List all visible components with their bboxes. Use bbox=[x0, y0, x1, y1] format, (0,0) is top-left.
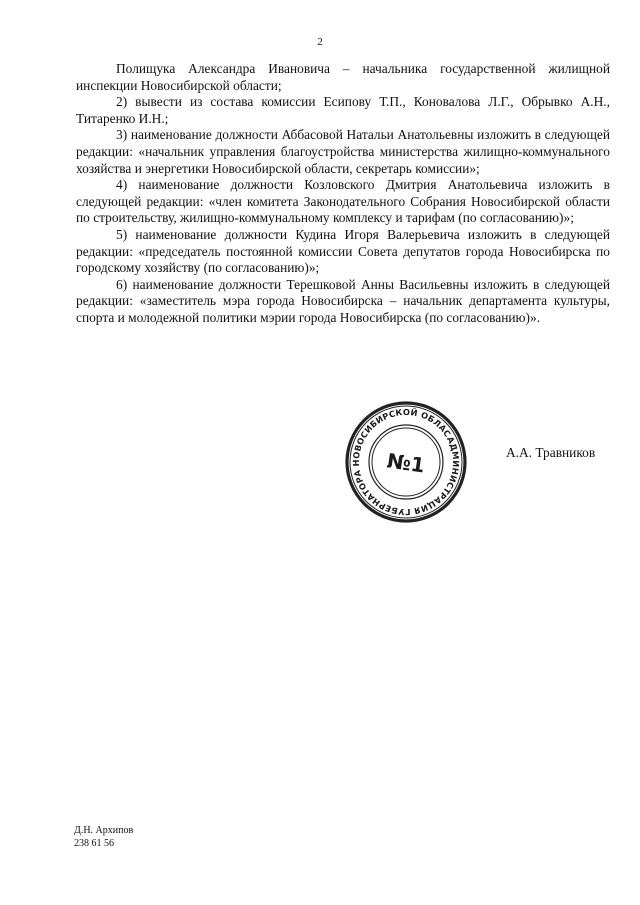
paragraph: Полищука Александра Ивановича – начальника государственной жилищной инспекции Новосибирской области; bbox=[76, 61, 610, 93]
paragraph: 3) наименование должности Аббасовой Натальи Анатольевны изложить в следующей редакции: «начальник управления благоустройства министерства жилищно-коммунального хозяйства и энергетики Новосибирской области, секретарь комиссии»; bbox=[76, 127, 610, 176]
executor-name: Д.Н. Архипов bbox=[74, 825, 134, 836]
seal-graphic bbox=[344, 400, 468, 524]
seal-number: №1 bbox=[385, 448, 427, 478]
page-number: 2 bbox=[317, 36, 323, 48]
paragraph: 2) вывести из состава комиссии Есипову Т.П., Коновалова Л.Г., Обрывко А.Н., Титаренко И.Н.; bbox=[76, 94, 610, 126]
paragraph: 4) наименование должности Козловского Дмитрия Анатольевича изложить в следующей редакции: «член комитета Законодательного Собрания Новосибирской области по строительству, жилищно-коммунальному комплексу и тарифам (по согласованию)»; bbox=[76, 177, 610, 226]
executor-phone: 238 61 56 bbox=[74, 838, 114, 849]
paragraph: 6) наименование должности Терешковой Анны Васильевны изложить в следующей редакции: «заместитель мэра города Новосибирска – начальник департамента культуры, спорта и молодежной политики мэрии города Новосибирска (по согласованию)». bbox=[76, 276, 610, 325]
seal-ring-text: АДМИНИСТРАЦИЯ ГУБЕРНАТОРА НОВОСИБИРСКОЙ ОБЛАС bbox=[350, 406, 462, 518]
signature-name: А.А. Травников bbox=[506, 445, 596, 460]
document-body bbox=[76, 61, 610, 327]
executor-block bbox=[74, 824, 133, 850]
official-seal-stamp bbox=[344, 400, 468, 524]
paragraph: 5) наименование должности Кудина Игоря Валерьевича изложить в следующей редакции: «председатель постоянной комиссии Совета депутатов города Новосибирска по городскому хозяйству (по согласованию)»; bbox=[76, 226, 610, 276]
